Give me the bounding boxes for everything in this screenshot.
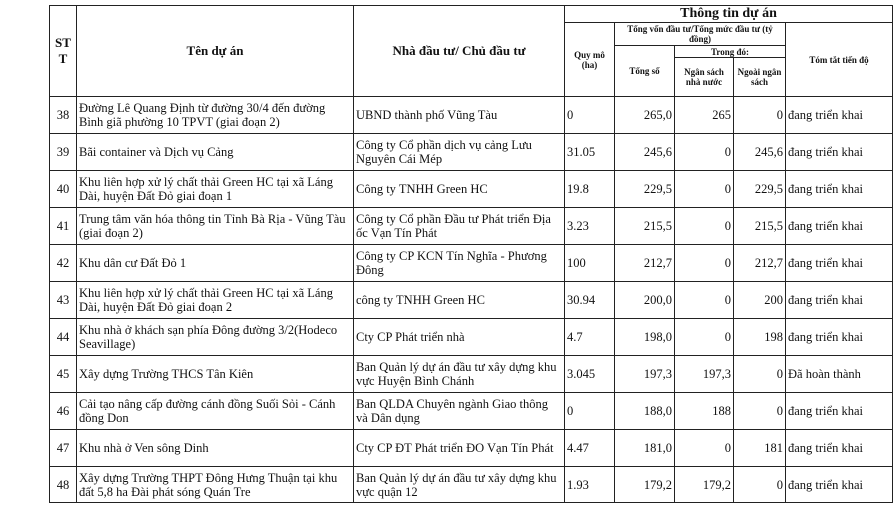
project-table	[49, 5, 893, 503]
header-project-info: Thông tin dự án	[565, 6, 893, 23]
project-name-cell: Trung tâm văn hóa thông tin Tỉnh Bà Rịa - Vũng Tàu (giai đoạn 2)	[77, 208, 354, 245]
row-number-cell: 47	[50, 430, 77, 467]
total-capital-cell: 245,6	[615, 134, 675, 171]
header-total: Tổng số	[615, 46, 675, 97]
progress-status-cell: đang triển khai	[786, 319, 893, 356]
table-row	[50, 208, 893, 245]
total-capital-cell: 200,0	[615, 282, 675, 319]
table-row	[50, 430, 893, 467]
non-budget-cell: 0	[734, 393, 786, 430]
non-budget-cell: 181	[734, 430, 786, 467]
table-row	[50, 319, 893, 356]
non-budget-cell: 0	[734, 97, 786, 134]
scale-ha-cell: 3.045	[565, 356, 615, 393]
scale-ha-cell: 19.8	[565, 171, 615, 208]
total-capital-cell: 197,3	[615, 356, 675, 393]
progress-status-cell: đang triển khai	[786, 134, 893, 171]
progress-status-cell: đang triển khai	[786, 467, 893, 503]
header-project-name: Tên dự án	[77, 6, 354, 97]
row-number-cell: 42	[50, 245, 77, 282]
row-number-cell: 40	[50, 171, 77, 208]
state-budget-cell: 0	[675, 282, 734, 319]
header-scale: Quy mô (ha)	[565, 23, 615, 97]
scale-ha-cell: 0	[565, 97, 615, 134]
scale-ha-cell: 31.05	[565, 134, 615, 171]
investor-cell: Ban QLDA Chuyên ngành Giao thông và Dân dụng	[354, 393, 565, 430]
header-non-budget: Ngoài ngân sách	[734, 58, 786, 97]
scale-ha-cell: 100	[565, 245, 615, 282]
investor-cell: Cty CP Phát triển nhà	[354, 319, 565, 356]
non-budget-cell: 0	[734, 356, 786, 393]
scale-ha-cell: 0	[565, 393, 615, 430]
scale-ha-cell: 4.47	[565, 430, 615, 467]
total-capital-cell: 198,0	[615, 319, 675, 356]
non-budget-cell: 215,5	[734, 208, 786, 245]
investor-cell: Ban Quản lý dự án đầu tư xây dựng khu vực Huyện Bình Chánh	[354, 356, 565, 393]
project-name-cell: Xây dựng Trường THPT Đông Hưng Thuận tại khu đất 5,8 ha Đài phát sóng Quán Tre	[77, 467, 354, 503]
state-budget-cell: 188	[675, 393, 734, 430]
progress-status-cell: đang triển khai	[786, 97, 893, 134]
table-row	[50, 282, 893, 319]
table-row	[50, 97, 893, 134]
non-budget-cell: 245,6	[734, 134, 786, 171]
header-progress: Tóm tắt tiến độ	[786, 23, 893, 97]
non-budget-cell: 200	[734, 282, 786, 319]
state-budget-cell: 0	[675, 430, 734, 467]
row-number-cell: 38	[50, 97, 77, 134]
progress-status-cell: đang triển khai	[786, 208, 893, 245]
header-of-which: Trong đó:	[675, 46, 786, 58]
header-stt: ST T	[50, 6, 77, 97]
table-row	[50, 171, 893, 208]
scale-ha-cell: 3.23	[565, 208, 615, 245]
non-budget-cell: 229,5	[734, 171, 786, 208]
row-number-cell: 44	[50, 319, 77, 356]
total-capital-cell: 181,0	[615, 430, 675, 467]
table-row	[50, 467, 893, 503]
scale-ha-cell: 1.93	[565, 467, 615, 503]
row-number-cell: 39	[50, 134, 77, 171]
total-capital-cell: 265,0	[615, 97, 675, 134]
progress-status-cell: đang triển khai	[786, 430, 893, 467]
state-budget-cell: 0	[675, 208, 734, 245]
progress-status-cell: đang triển khai	[786, 282, 893, 319]
progress-status-cell: Đã hoàn thành	[786, 356, 893, 393]
non-budget-cell: 198	[734, 319, 786, 356]
progress-status-cell: đang triển khai	[786, 393, 893, 430]
header-state-budget: Ngân sách nhà nước	[675, 58, 734, 97]
non-budget-cell: 212,7	[734, 245, 786, 282]
investor-cell: công ty TNHH Green HC	[354, 282, 565, 319]
investor-cell: Công ty Cổ phần dịch vụ cảng Lưu Nguyên Cái Mép	[354, 134, 565, 171]
total-capital-cell: 229,5	[615, 171, 675, 208]
header-investor: Nhà đầu tư/ Chủ đầu tư	[354, 6, 565, 97]
total-capital-cell: 188,0	[615, 393, 675, 430]
total-capital-cell: 179,2	[615, 467, 675, 503]
table-row	[50, 356, 893, 393]
state-budget-cell: 0	[675, 134, 734, 171]
investor-cell: Công ty TNHH Green HC	[354, 171, 565, 208]
project-name-cell: Khu nhà ở Ven sông Dinh	[77, 430, 354, 467]
project-name-cell: Khu liên hợp xử lý chất thải Green HC tại xã Láng Dài, huyện Đất Đỏ giai đoạn 1	[77, 171, 354, 208]
total-capital-cell: 212,7	[615, 245, 675, 282]
project-name-cell: Xây dựng Trường THCS Tân Kiên	[77, 356, 354, 393]
row-number-cell: 41	[50, 208, 77, 245]
header-capital: Tổng vốn đầu tư/Tổng mức đầu tư (tỷ đồng)	[615, 23, 786, 46]
investor-cell: UBND thành phố Vũng Tàu	[354, 97, 565, 134]
state-budget-cell: 197,3	[675, 356, 734, 393]
non-budget-cell: 0	[734, 467, 786, 503]
progress-status-cell: đang triển khai	[786, 245, 893, 282]
project-name-cell: Khu dân cư Đất Đỏ 1	[77, 245, 354, 282]
row-number-cell: 43	[50, 282, 77, 319]
state-budget-cell: 179,2	[675, 467, 734, 503]
project-name-cell: Bãi container và Dịch vụ Cảng	[77, 134, 354, 171]
project-name-cell: Khu liên hợp xử lý chất thải Green HC tại xã Láng Dài, huyện Đất Đỏ giai đoạn 2	[77, 282, 354, 319]
state-budget-cell: 0	[675, 171, 734, 208]
project-name-cell: Đường Lê Quang Định từ đường 30/4 đến đường Bình giã phường 10 TPVT (giai đoạn 2)	[77, 97, 354, 134]
row-number-cell: 46	[50, 393, 77, 430]
state-budget-cell: 0	[675, 245, 734, 282]
progress-status-cell: đang triển khai	[786, 171, 893, 208]
investor-cell: Công ty CP KCN Tín Nghĩa - Phương Đông	[354, 245, 565, 282]
scale-ha-cell: 4.7	[565, 319, 615, 356]
total-capital-cell: 215,5	[615, 208, 675, 245]
table-row	[50, 393, 893, 430]
table-row	[50, 134, 893, 171]
project-name-cell: Khu nhà ở khách sạn phía Đông đường 3/2(Hodeco Seavillage)	[77, 319, 354, 356]
state-budget-cell: 265	[675, 97, 734, 134]
row-number-cell: 45	[50, 356, 77, 393]
project-name-cell: Cải tạo nâng cấp đường cánh đồng Suối Sỏi - Cánh đồng Don	[77, 393, 354, 430]
table-row	[50, 245, 893, 282]
investor-cell: Ban Quản lý dự án đầu tư xây dựng khu vực quận 12	[354, 467, 565, 503]
investor-cell: Công ty Cổ phần Đầu tư Phát triển Địa ốc Vạn Tín Phát	[354, 208, 565, 245]
investor-cell: Cty CP ĐT Phát triển ĐO Vạn Tín Phát	[354, 430, 565, 467]
scale-ha-cell: 30.94	[565, 282, 615, 319]
state-budget-cell: 0	[675, 319, 734, 356]
row-number-cell: 48	[50, 467, 77, 503]
